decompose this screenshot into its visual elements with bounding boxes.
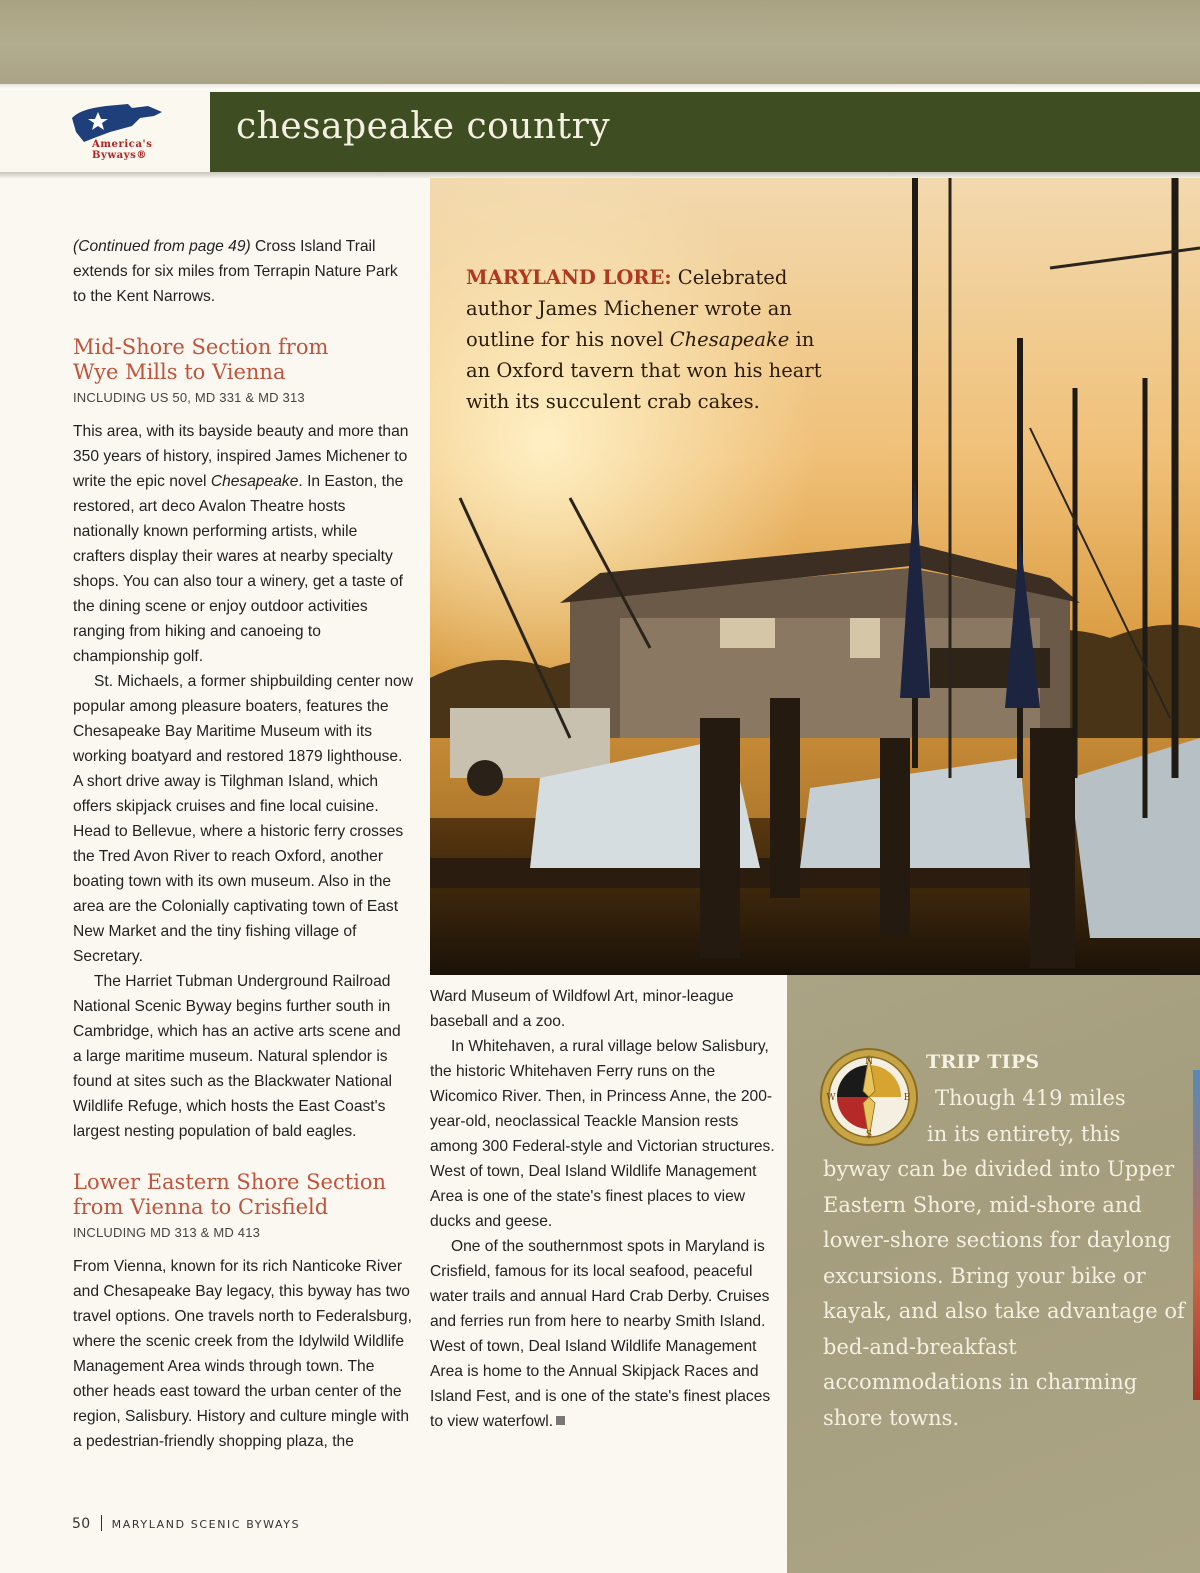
mid-shore-routes: INCLUDING US 50, MD 331 & MD 313 <box>73 390 305 405</box>
footer-separator <box>101 1515 102 1531</box>
logo-wordmark <box>92 139 152 161</box>
compass-w: W <box>826 1093 836 1103</box>
novel-title: Chesapeake <box>210 473 299 490</box>
marina-sunset-photo <box>430 178 1200 975</box>
intro-paragraph <box>73 234 413 309</box>
logo-line2: Byways® <box>92 150 147 161</box>
lower-shore-paragraph-1: From Vienna, known for its rich Nanticoke River and Chesapeake Bay legacy, this byway has two travel options. One travels north to Federalsburg, where the scenic creek from the Idylwild Wildlife Management Area winds through town. The other heads east toward the urban center of the region, Salisbury. History and culture mingle with a pedestrian-friendly shopping plaza, the <box>73 1258 412 1450</box>
page-number: 50 <box>72 1516 91 1532</box>
lore-novel-title: Chesapeake <box>669 328 790 351</box>
lore-text-a: Celebrated author James Michener wrote an outline for his novel <box>466 266 792 351</box>
compass-s: S <box>865 1130 873 1140</box>
lower-shore-heading-line2: from Vienna to Crisfield <box>73 1195 329 1219</box>
page-header <box>0 92 1200 176</box>
compass-e: E <box>903 1093 911 1103</box>
mid-shore-paragraph-1 <box>73 419 413 669</box>
intro-text: Cross Island Trail extends for six miles from Terrapin Nature Park to the Kent Narrows. <box>73 238 398 305</box>
top-texture-band <box>0 0 1200 90</box>
mid-shore-p1-text-b: . In Easton, the restored, art deco Avalon Theatre hosts nationally known performing artists, while crafters display their wares at nearby specialty shops. You can also tour a winery, get a taste of the dining scene or enjoy outdoor activities ranging from hiking and canoeing to championship golf. <box>73 473 404 665</box>
trip-tips-rest: byway can be divided into Upper Eastern Shore, mid-shore and lower-shore sections for daylong excursions. Bring your bike or kayak, and also take advantage of bed-and-breakfast accommodations in charming shore towns. <box>823 1157 1185 1430</box>
continued-note: (Continued from page 49) <box>73 238 251 255</box>
lore-label: MARYLAND LORE: <box>466 266 672 289</box>
middle-paragraph-2: In Whitehaven, a rural village below Salisbury, the historic Whitehaven Ferry runs on the Wicomico River. Then, in Princess Anne, the 200-year-old, neoclassical Teackle Mansion rests among 300 Federal-style and Victorian structures. West of town, Deal Island Wildlife Management Area is one of the state's finest places to view ducks and geese. <box>430 1038 775 1230</box>
trip-tips-line2: in its entirety, this <box>927 1121 1121 1146</box>
maryland-lore-callout <box>466 262 836 417</box>
compass-n: N <box>865 1057 873 1067</box>
lore-text-b: in an Oxford tavern that won his heart with its succulent crab cakes. <box>466 328 822 413</box>
mid-shore-heading-line2: Wye Mills to Vienna <box>73 360 286 384</box>
lower-shore-heading <box>73 1170 413 1220</box>
logo-line1: America's <box>92 139 153 150</box>
middle-paragraph-3 <box>430 1234 775 1434</box>
mid-shore-paragraph-2: St. Michaels, a former shipbuilding center now popular among pleasure boaters, features the Chesapeake Bay Maritime Museum with its working boatyard and restored 1879 lighthouse. A short drive away is Tilghman Island, which offers skipjack cruises and fine local cuisine. Head to Bellevue, where a historic ferry crosses the Tred Avon River to reach Oxford, another boating town with its own museum. Also in the area are the Colonially captivating town of East New Market and the tiny fishing village of Secretary. <box>73 673 413 965</box>
trip-tips-box <box>787 975 1200 1573</box>
section-title: chesapeake country <box>236 106 611 147</box>
mid-shore-p1-text-a: This area, with its bayside beauty and more than 350 years of history, inspired James Michener to write the epic novel <box>73 423 409 490</box>
end-of-article-mark <box>556 1416 565 1425</box>
mid-shore-heading <box>73 335 413 385</box>
trip-tips-title: TRIP TIPS <box>926 1051 1040 1073</box>
lower-shore-routes: INCLUDING MD 313 & MD 413 <box>73 1225 261 1240</box>
facing-page-edge <box>1193 1070 1200 1400</box>
mid-shore-heading-line1: Mid-Shore Section from <box>73 335 329 359</box>
middle-paragraph-3-text: One of the southernmost spots in Maryland is Crisfield, famous for its local seafood, peaceful water trails and annual Hard Crab Derby. Cruises and ferries run from here to nearby Smith Island. West of town, Deal Island Wildlife Management Area is home to the Annual Skipjack Races and Island Fest, and is one of the state's finest places to view waterfowl. <box>430 1238 771 1430</box>
mid-shore-paragraph-3: The Harriet Tubman Underground Railroad National Scenic Byway begins further south in Cambridge, which has an active arts scene and a large maritime museum. Natural splendor is found at sites such as the Blackwater National Wildlife Refuge, which hosts the East Coast's largest nesting population of bald eagles. <box>73 973 401 1140</box>
publication-name: MARYLAND SCENIC BYWAYS <box>111 1518 301 1531</box>
byways-flag-icon <box>70 102 170 144</box>
middle-paragraph-1: Ward Museum of Wildfowl Art, minor-league baseball and a zoo. <box>430 988 734 1030</box>
trip-tips-line1: Though 419 miles <box>935 1086 1126 1110</box>
trip-tips-text <box>823 1081 1193 1436</box>
americas-byways-logo <box>0 92 210 174</box>
section-title-bar <box>210 92 1200 172</box>
left-text-column <box>73 234 413 1454</box>
page-footer <box>72 1515 300 1532</box>
middle-text-column <box>430 984 775 1434</box>
lower-shore-heading-line1: Lower Eastern Shore Section <box>73 1170 387 1194</box>
